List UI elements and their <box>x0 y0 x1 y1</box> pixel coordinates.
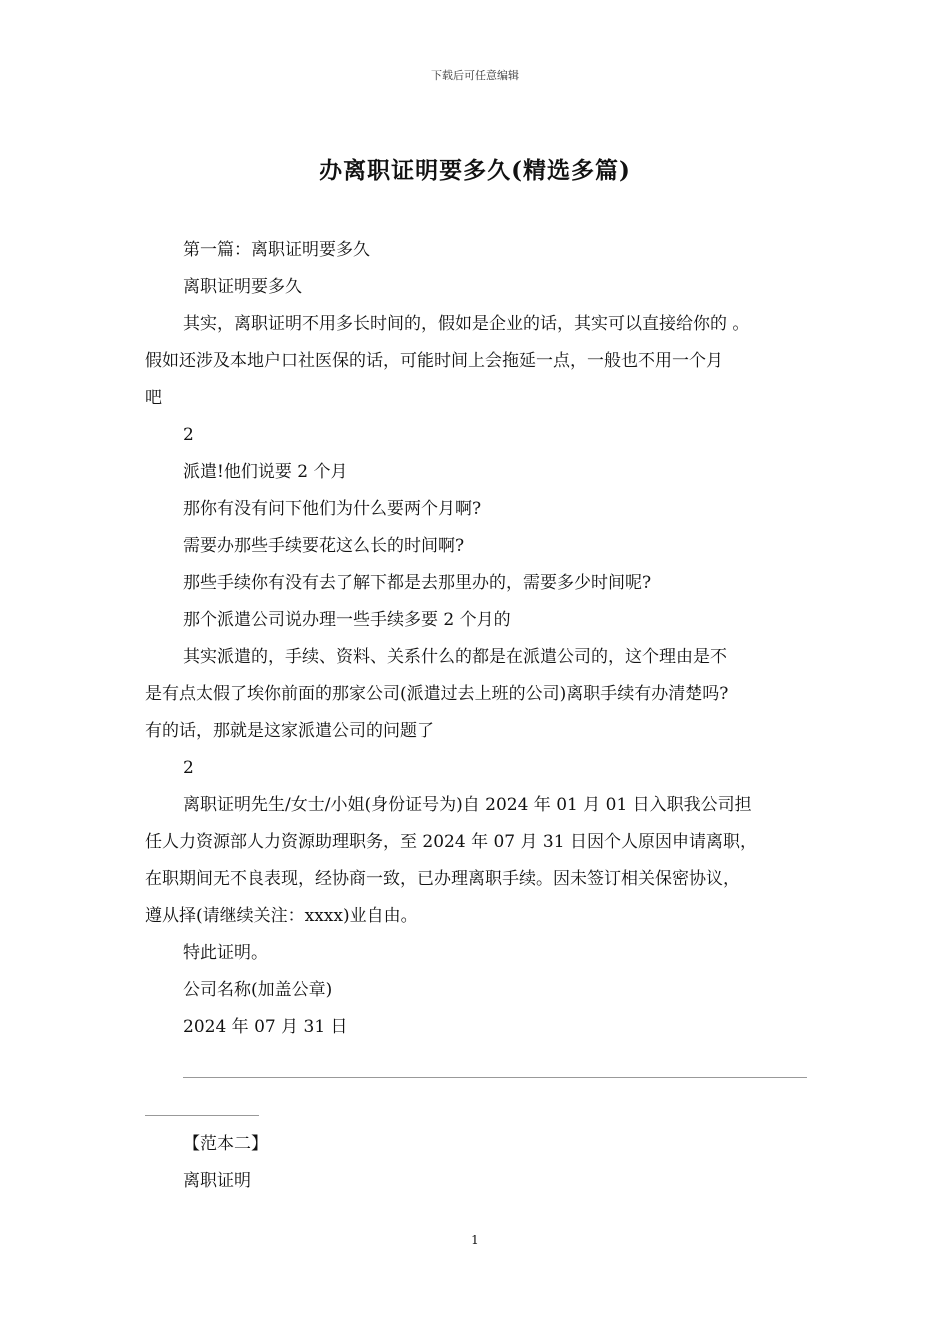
text-line: 假如还涉及本地户口社医保的话，可能时间上会拖延一点，一般也不用一个月 <box>145 351 723 371</box>
document-title: 办离职证明要多久(精选多篇) <box>319 157 631 184</box>
text-line: 那个派遣公司说办理一些手续多要 2 个月的 <box>183 610 511 630</box>
paragraph <box>145 454 825 491</box>
text-line: 那你有没有问下他们为什么要两个月啊? <box>183 499 482 519</box>
paragraph <box>145 1126 825 1163</box>
paragraph <box>145 269 825 306</box>
text-line: 有的话，那就是这家派遣公司的问题了 <box>145 721 434 741</box>
text-line: 第一篇：离职证明要多久 <box>183 240 370 260</box>
paragraph <box>145 639 825 750</box>
text-line: 其实，离职证明不用多长时间的，假如是企业的话，其实可以直接给你的 。 <box>183 314 750 334</box>
paragraph <box>145 1163 825 1200</box>
separator-line-continuation <box>145 1115 259 1116</box>
text-line: 在职期间无不良表现，经协商一致，已办理离职手续。因未签订相关保密协议， <box>145 869 740 889</box>
text-line: 派遣!他们说要 2 个月 <box>183 462 348 482</box>
text-line: 是有点太假了埃你前面的那家公司(派遣过去上班的公司)离职手续有办清楚吗? <box>145 684 729 704</box>
text-line: 2024 年 07 月 31 日 <box>183 1017 348 1037</box>
paragraph <box>145 935 825 972</box>
text-line: 公司名称(加盖公章) <box>183 980 333 1000</box>
text-line: 那些手续你有没有去了解下都是去那里办的，需要多少时间呢? <box>183 573 652 593</box>
text-line: 2 <box>183 425 194 445</box>
text-line: 【范本二】 <box>183 1134 268 1154</box>
text-line: 需要办那些手续要花这么长的时间啊? <box>183 536 465 556</box>
page-header: 下载后可任意编辑 <box>431 69 519 82</box>
paragraph <box>145 602 825 639</box>
paragraph <box>145 528 825 565</box>
text-line: 其实派遣的，手续、资料、关系什么的都是在派遣公司的，这个理由是不 <box>183 647 727 667</box>
text-line: 离职证明 <box>183 1171 251 1191</box>
paragraph <box>145 491 825 528</box>
paragraph <box>145 232 825 269</box>
paragraph <box>145 565 825 602</box>
text-line: 离职证明要多久 <box>183 277 302 297</box>
paragraph <box>145 306 825 417</box>
separator-line <box>183 1077 807 1078</box>
paragraph <box>145 787 825 935</box>
paragraph <box>145 417 825 454</box>
text-line: 特此证明。 <box>183 943 268 963</box>
text-line: 离职证明先生/女士/小姐(身份证号为)自 2024 年 01 月 01 日入职我公司担 <box>183 795 752 815</box>
paragraph <box>145 972 825 1009</box>
document-body <box>145 232 825 1046</box>
page-number: 1 <box>471 1233 479 1247</box>
document-body-continued <box>145 1126 825 1200</box>
text-line: 任人力资源部人力资源助理职务，至 2024 年 07 月 31 日因个人原因申请离职， <box>145 832 757 852</box>
paragraph <box>145 1009 825 1046</box>
text-line: 2 <box>183 758 194 778</box>
text-line: 吧 <box>145 388 162 408</box>
text-line: 遵从择(请继续关注：xxxx)业自由。 <box>145 906 418 926</box>
paragraph <box>145 750 825 787</box>
